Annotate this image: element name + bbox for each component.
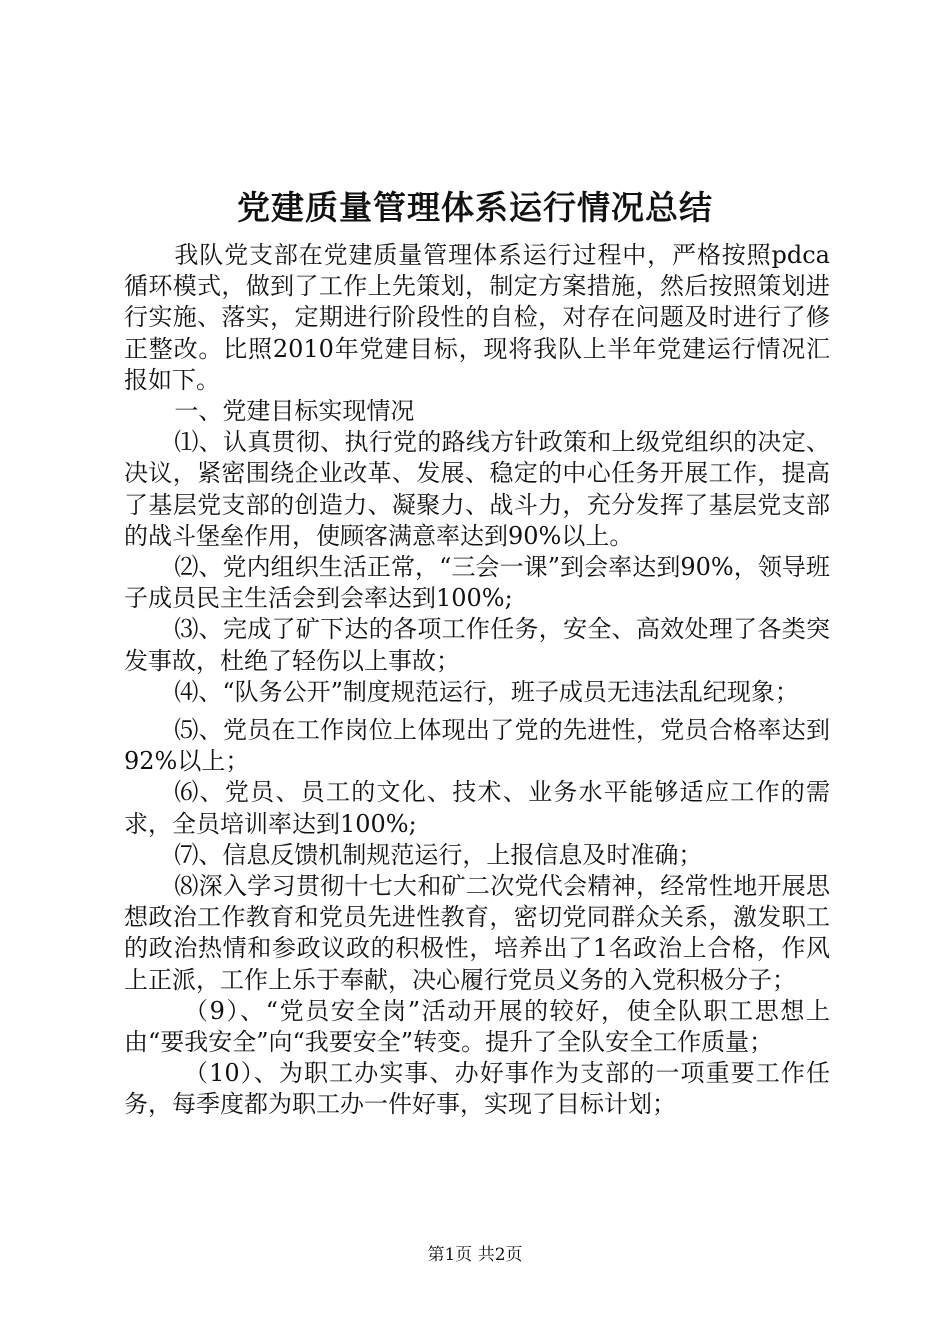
list-item: ⑺、信息反馈机制规范运行，上报信息及时准确； bbox=[174, 840, 703, 869]
list-item: ⑶、完成了矿下达的各项工作任务，安全、高效处理了各类突发事故，杜绝了轻伤以上事故； bbox=[124, 615, 830, 675]
document-body bbox=[124, 240, 830, 1121]
document-title: 党建质量管理体系运行情况总结 bbox=[237, 188, 713, 227]
list-item: ⑹、党员、员工的文化、技术、业务水平能够适应工作的需求，全员培训率达到100%; bbox=[124, 778, 830, 838]
list-item: ⑵、党内组织生活正常，“三会一课”到会率达到90%，领导班子成员民主生活会到会率达到100%; bbox=[124, 553, 830, 613]
intro-paragraph: 我队党支部在党建质量管理体系运行过程中，严格按照pdca循环模式，做到了工作上先策划，制定方案措施，然后按照策划进行实施、落实，定期进行阶段性的自检，对存在问题及时进行了修正整改。比照2010年党建目标，现将我队上半年党建运行情况汇报如下。 bbox=[124, 241, 830, 394]
list-item: ⑻深入学习贯彻十七大和矿二次党代会精神，经常性地开展思想政治工作教育和党员先进性教育，密切党同群众关系，激发职工的政治热情和参政议政的积极性，培养出了1名政治上合格，作风上正派，工作上乐于奉献，决心履行党员义务的入党积极分子； bbox=[124, 872, 830, 994]
list-item: ⑸、党员在工作岗位上体现出了党的先进性，党员合格率达到92%以上； bbox=[124, 716, 830, 776]
section-heading: 一、党建目标实现情况 bbox=[174, 397, 415, 426]
list-item: ⑷、“队务公开”制度规范运行，班子成员无违法乱纪现象； bbox=[174, 677, 799, 706]
page-number-footer: 第1页 共2页 bbox=[427, 1245, 523, 1265]
list-item: ⑴、认真贯彻、执行党的路线方针政策和上级党组织的决定、决议，紧密围绕企业改革、发展、稳定的中心任务开展工作，提高了基层党支部的创造力、凝聚力、战斗力，充分发挥了基层党支部的战斗堡垒作用，使顾客满意率达到90%以上。 bbox=[124, 428, 830, 550]
list-item: （10）、为职工办实事、办好事作为支部的一项重要工作任务，每季度都为职工办一件好事，实现了目标计划； bbox=[124, 1059, 830, 1119]
list-item: （9）、“党员安全岗”活动开展的较好，使全队职工思想上由“要我安全”向“我要安全”转变。提升了全队安全工作质量； bbox=[124, 996, 830, 1057]
